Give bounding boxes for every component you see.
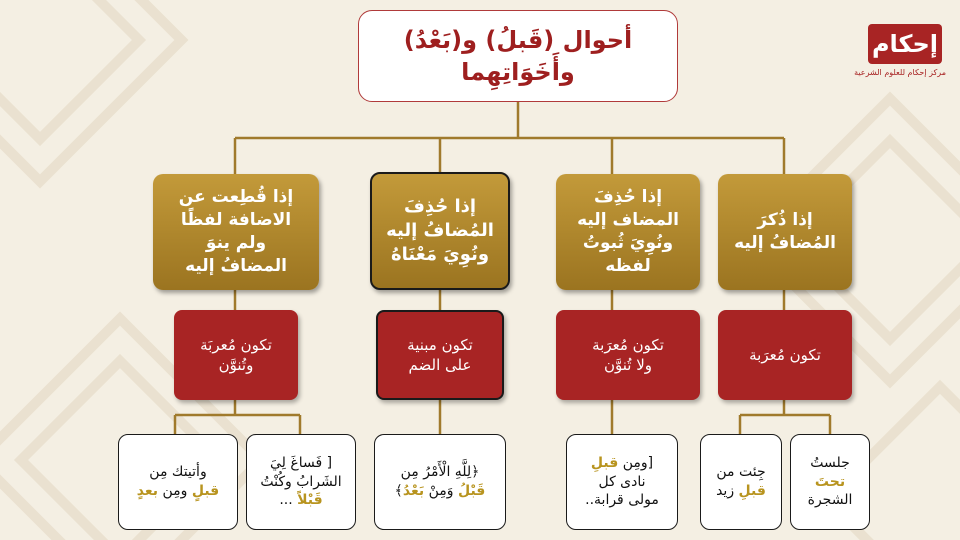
example-line: تحتَ — [814, 473, 846, 490]
result-line: وتُنوَّن — [218, 356, 254, 374]
example-box — [374, 434, 506, 530]
condition-line: المُضافُ إليه — [734, 233, 836, 253]
result-box-declinable-no-tanween — [556, 310, 700, 400]
example-box — [118, 434, 238, 530]
example-line: ﴿لِلَّهِ الْأَمْرُ مِن — [400, 464, 480, 481]
title-line-1: أحوال (قَبلُ) و(بَعْدُ) — [403, 25, 633, 54]
condition-line: المُضافُ إليه — [386, 219, 494, 241]
condition-line: لفظه — [605, 255, 651, 276]
condition-line: إذا حُذِفَ — [593, 187, 663, 208]
example-line: مولى قرابة.. — [585, 492, 659, 509]
brand-logo — [854, 24, 946, 90]
example-line: قبلِ زيد — [716, 483, 766, 499]
result-box-built-on-damma — [376, 310, 504, 400]
result-line: ولا تُنوَّن — [603, 356, 653, 374]
example-line: نادى كل — [598, 473, 646, 490]
example-line: [ومِن قبلِ — [590, 454, 654, 471]
condition-box-deleted-meaning-intended — [370, 172, 510, 290]
condition-box-deleted-word-intended — [556, 174, 700, 290]
condition-line: ولم ينوَ — [205, 233, 267, 253]
example-line: وأتيتك مِن — [149, 464, 207, 481]
result-line: تكون مُعرَبة — [592, 335, 664, 354]
example-box — [700, 434, 782, 530]
condition-line: ونُوِيَ مَعْنَاهُ — [390, 244, 490, 266]
example-line: جلستُ — [810, 454, 850, 471]
condition-line: المضاف إليه — [577, 210, 679, 231]
title-line-2: وأَخَوَاتِهِما — [461, 58, 575, 86]
logo-mark: إحكام — [868, 24, 942, 64]
result-box-declinable — [718, 310, 852, 400]
result-line: تكون مُعربَة — [200, 335, 272, 354]
condition-line: إذا قُطِعت عن — [178, 187, 294, 208]
condition-line: ونُوِيَ ثُبوتُ — [582, 233, 674, 253]
condition-line: إذا حُذِفَ — [403, 195, 477, 217]
condition-line: إذا ذُكرَ — [757, 210, 813, 231]
example-line: قَبْلاً ... — [279, 492, 323, 509]
diagram-title — [358, 10, 678, 102]
example-line: قَبْلُ وَمِنْ بَعْدُ﴾ — [394, 483, 486, 499]
condition-box-mentioned — [718, 174, 852, 290]
condition-box-cut-from-annexation — [153, 174, 319, 290]
example-line: جِئت من — [716, 464, 766, 481]
result-line: تكون مبنية — [407, 335, 473, 354]
condition-line: المضافُ إليه — [185, 255, 287, 276]
logo-subtitle: مركز إحكام للعلوم الشرعية — [854, 68, 946, 77]
example-line: قبلٍ ومِن بعدٍ — [136, 483, 220, 499]
example-line: الشَرابُ وكُنْتُ — [260, 473, 342, 490]
example-line: الشجرة — [807, 492, 853, 509]
result-line: تكون مُعرَبة — [749, 345, 821, 364]
example-box — [246, 434, 356, 530]
example-box — [566, 434, 678, 530]
example-box — [790, 434, 870, 530]
example-line: [ فَساغَ لِيَ — [269, 454, 333, 471]
result-line: على الضم — [408, 356, 472, 374]
result-box-declinable-with-tanween — [174, 310, 298, 400]
condition-line: الاضافة لفظًا — [180, 210, 292, 231]
